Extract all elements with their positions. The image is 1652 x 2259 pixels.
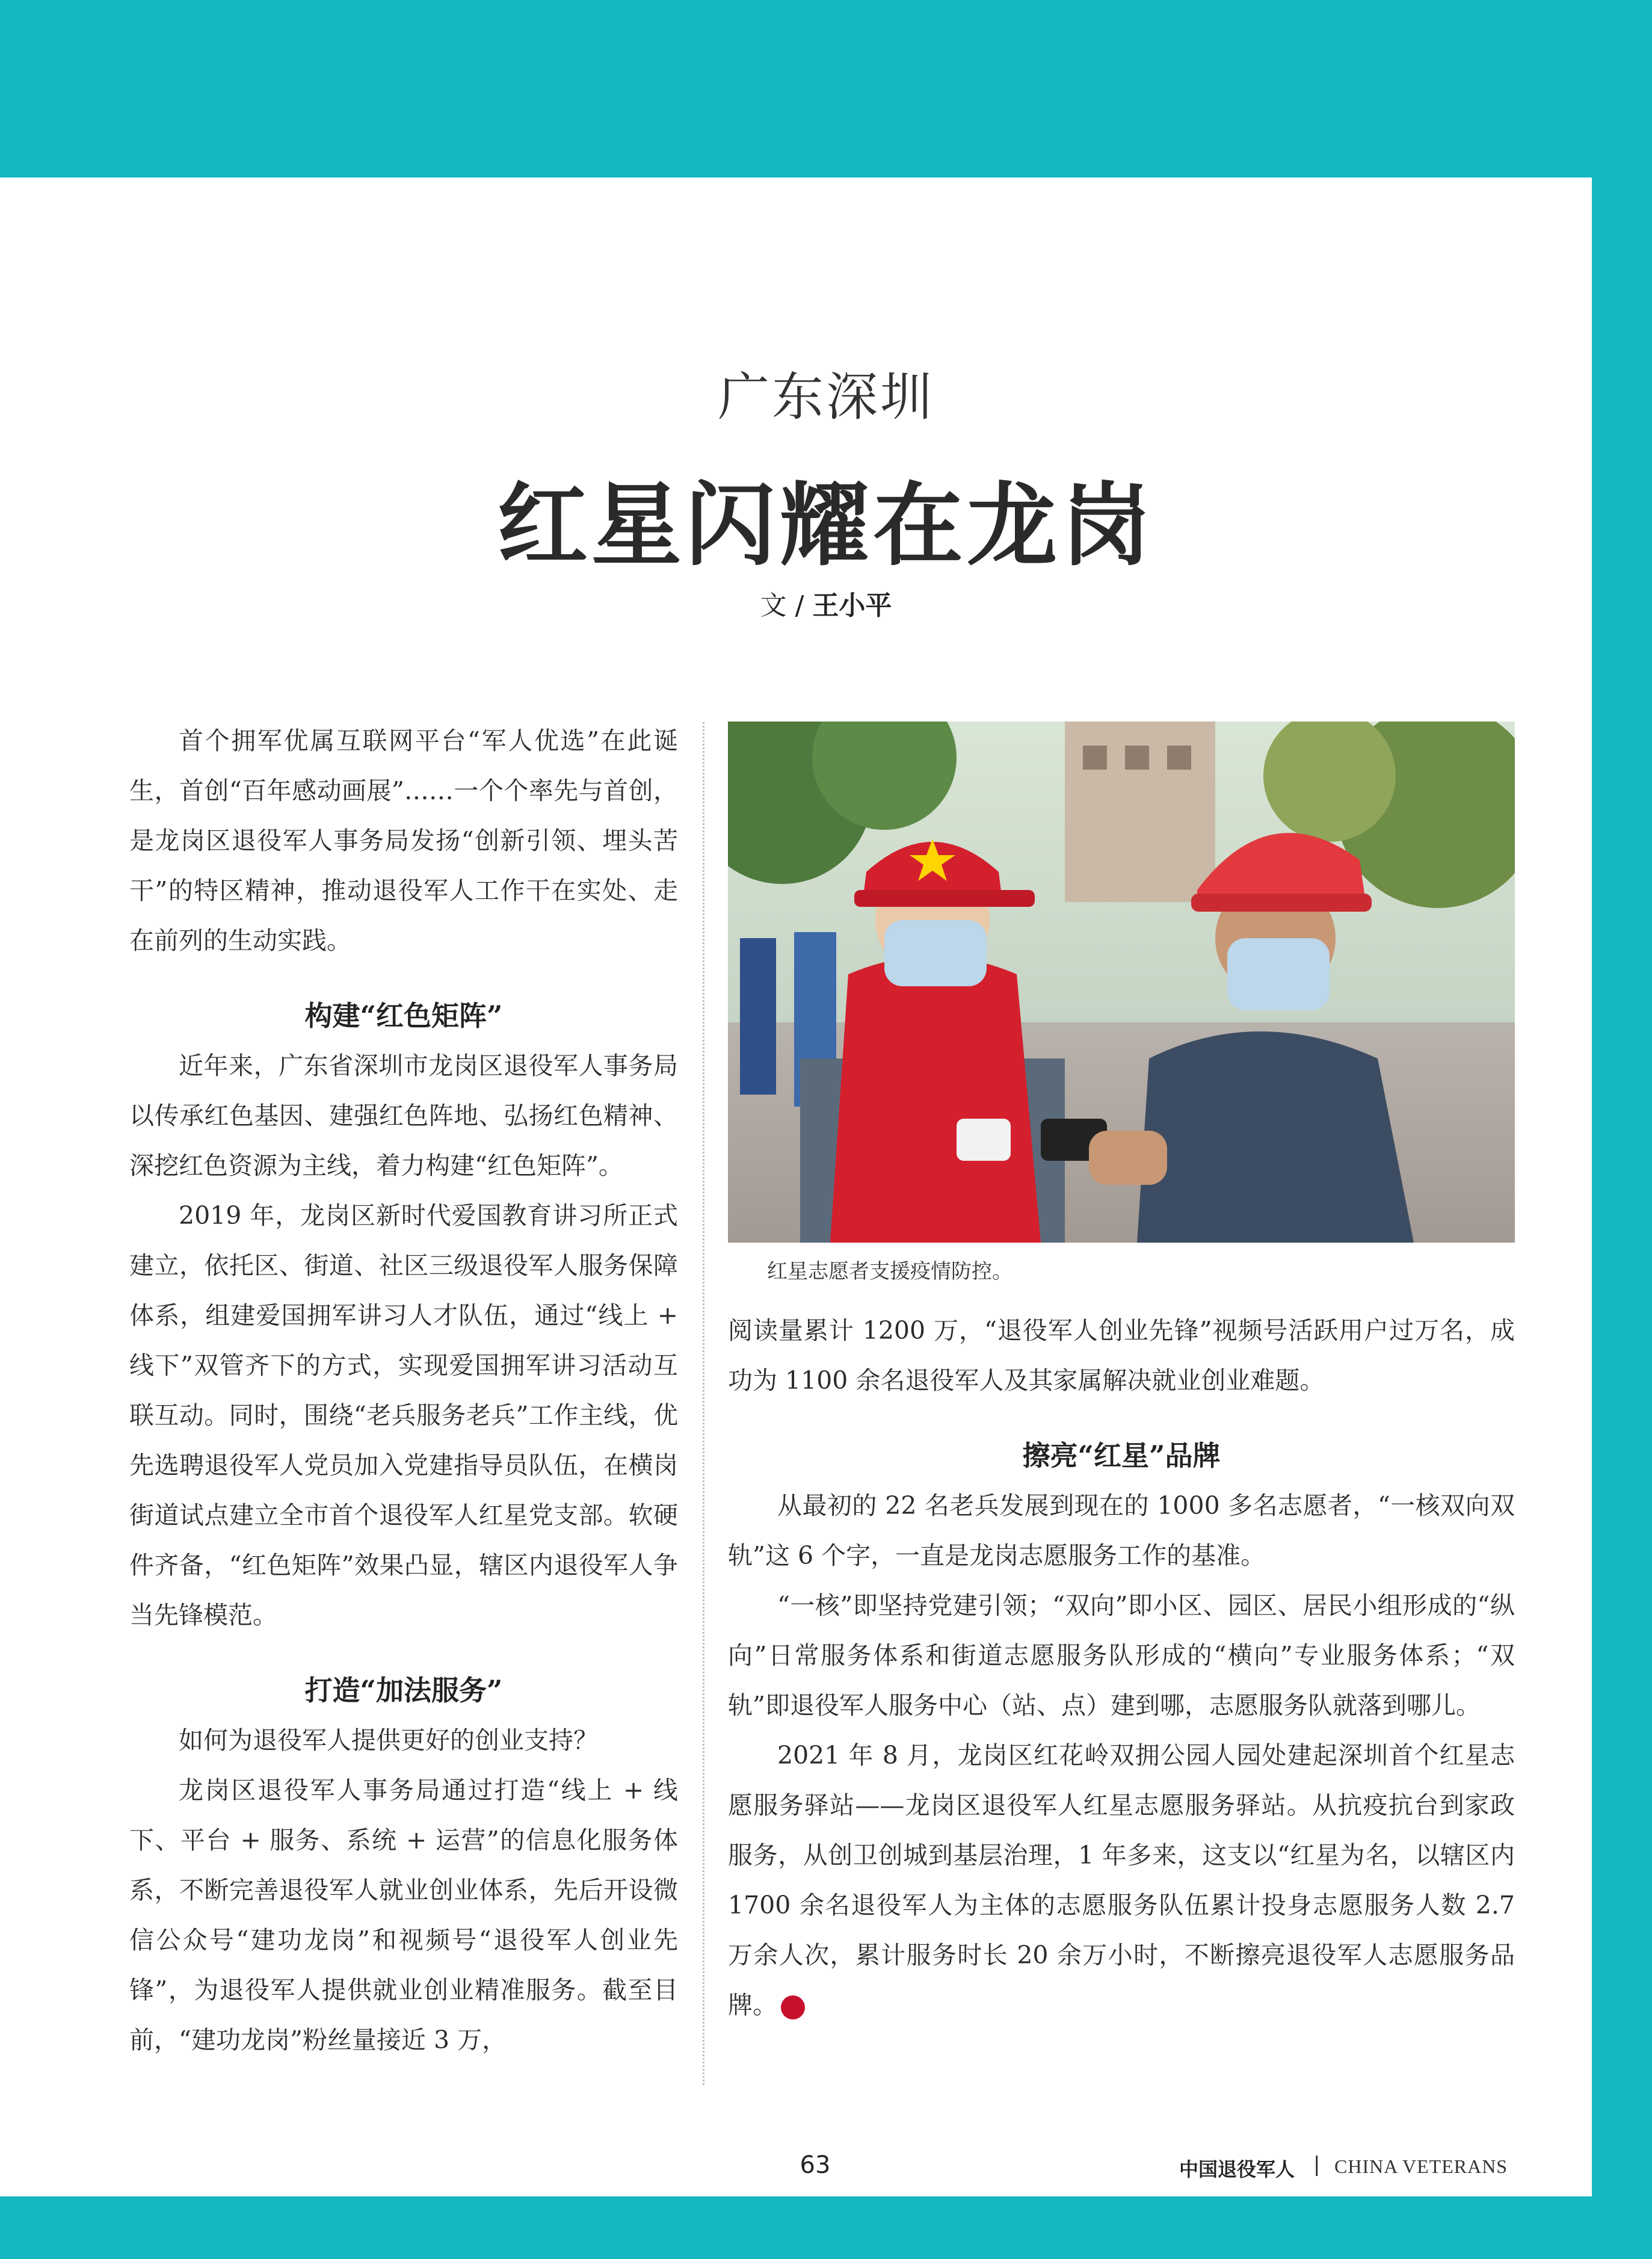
body-paragraph: 龙岗区退役军人事务局通过打造“线上 + 线下、平台 + 服务、系统 + 运营”的信息化服务体系，不断完善退役军人就业创业体系，先后开设微信公众号“建功龙岗”和视频号“退役军人创业先锋”，为退役军人提供就业创业精准服务。截至目前，“建功龙岗”粉丝量接近 3 万， [129,1776,678,2054]
top-color-band [0,0,1652,178]
final-paragraph-text: 2021 年 8 月，龙岗区红花岭双拥公园人园处建起深圳首个红星志愿服务驿站——龙岗区退役军人红星志愿服务驿站。从抗疫抗台到家政服务，从创卫创城到基层治理，1 年多来，这支以“红星为名，以辖区内 1700 余名退役军人为主体的志愿服务队伍累计投身志愿服务人数 2.7 万余人次，累计服务时长 20 余万小时，不断擦亮退役军人志愿服务品牌。 [728,1741,1515,2020]
left-column [129,716,678,2065]
magazine-name-cn: 中国退役军人 [1179,2158,1295,2181]
footer-separator: | [1313,2152,1321,2177]
photo-caption: 红星志愿者支援疫情防控。 [767,1259,1012,1284]
body-paragraph: 2019 年，龙岗区新时代爱国教育讲习所正式建立，依托区、街道、社区三级退役军人服务保障体系，组建爱国拥军讲习人才队伍，通过“线上 + 线下”双管齐下的方式，实现爱国拥军讲习活动互联互动。同时，围绕“老兵服务老兵”工作主线，优先选聘退役军人党员加入党建指导员队伍，在横岗街道试点建立全市首个退役军人红星党支部。软硬件齐备，“红色矩阵”效果凸显，辖区内退役军人争当先锋模范。 [129,1201,678,1630]
intro-paragraph: 首个拥军优属互联网平台“军人优选”在此诞生，首创“百年感动画展”……一个个率先与首创，是龙岗区退役军人事务局发扬“创新引领、埋头苦干”的特区精神，推动退役军人工作干在实处、走在前列的生动实践。 [129,726,678,955]
volunteer-photo-illustration [728,722,1515,1243]
body-paragraph: 从最初的 22 名老兵发展到现在的 1000 多名志愿者，“一核双向双轨”这 6 个字，一直是龙岗志愿服务工作的基准。 [728,1491,1515,1570]
end-mark-icon: V [781,1995,805,2020]
bottom-color-band [0,2196,1652,2259]
author-name: 王小平 [812,590,892,621]
section-heading-red-matrix: 构建“红色矩阵” [304,1000,503,1032]
page-number: 63 [800,2151,831,2179]
section-heading-red-star-brand: 擦亮“红星”品牌 [1022,1439,1221,1472]
right-column [728,1306,1515,2030]
right-color-band [1592,0,1652,2259]
body-paragraph: 近年来，广东省深圳市龙岗区退役军人事务局以传承红色基因、建强红色阵地、弘扬红色精神、深挖红色资源为主线，着力构建“红色矩阵”。 [129,1051,678,1180]
article-photo [728,722,1515,1243]
byline-prefix: 文 / [760,590,813,621]
body-paragraph [728,1731,1515,2030]
magazine-name-en: CHINA VETERANS [1334,2155,1508,2177]
body-paragraph: “一核”即坚持党建引领；“双向”即小区、园区、居民小组形成的“纵向”日常服务体系和街道志愿服务队形成的“横向”专业服务体系；“双轨”即退役军人服务中心（站、点）建到哪，志愿服务队就落到哪儿。 [728,1591,1515,1720]
section-heading-addition-service: 打造“加法服务” [304,1674,503,1707]
article-title: 红星闪耀在龙岗 [497,472,1154,578]
continued-paragraph: 阅读量累计 1200 万，“退役军人创业先锋”视频号活跃用户过万名，成功为 1100 余名退役军人及其家属解决就业创业难题。 [728,1316,1515,1395]
article-kicker: 广东深圳 [718,367,934,427]
column-divider [703,722,704,2085]
byline [0,584,1652,622]
body-paragraph: 如何为退役军人提供更好的创业支持？ [179,1726,598,1755]
